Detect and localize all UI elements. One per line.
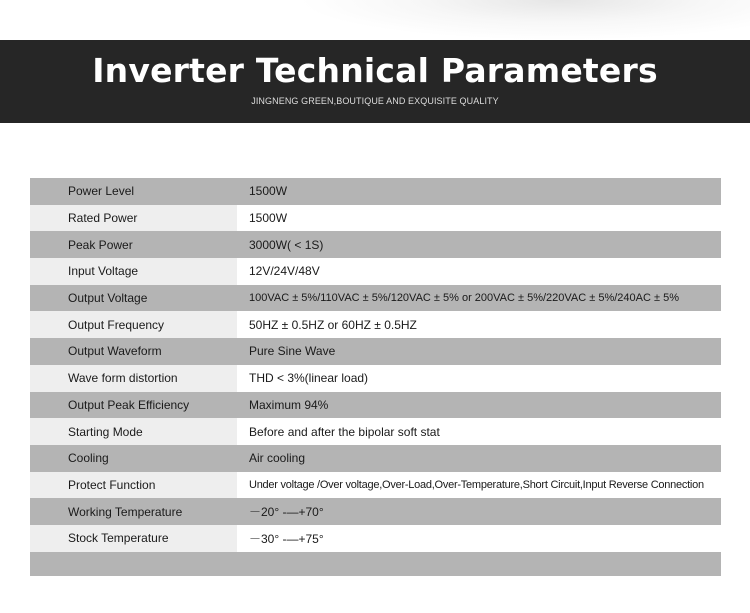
spec-row-wave-form-distortion <box>30 365 721 392</box>
spec-value: THD < 3%(linear load) <box>249 371 369 386</box>
spec-row-stock-temperature <box>30 525 721 552</box>
spec-row-working-temperature <box>30 498 721 525</box>
spec-value: 3000W( < 1S) <box>249 237 324 252</box>
spec-label: Output Peak Efficiency <box>68 397 190 412</box>
spec-value: 1500W <box>249 211 288 226</box>
spec-value: 1500W <box>249 184 288 199</box>
top-background-glow <box>0 0 750 40</box>
spec-value: Air cooling <box>249 451 306 466</box>
spec-row-power-level <box>30 178 721 205</box>
spec-label: Rated Power <box>30 205 237 232</box>
spec-value: Maximum 94% <box>249 397 329 412</box>
spec-label: Working Temperature <box>68 504 183 519</box>
spec-label: Power Level <box>68 184 135 199</box>
spec-table <box>30 178 721 576</box>
spec-value: －20° ‐—+70° <box>249 505 324 520</box>
spec-value: 12V/24V/48V <box>249 264 320 279</box>
spec-label: Wave form distortion <box>30 365 237 392</box>
spec-label: Starting Mode <box>30 418 237 445</box>
spec-row-protect-function <box>30 472 721 499</box>
spec-row-output-peak-efficiency <box>30 392 721 419</box>
spec-label: Cooling <box>68 451 109 466</box>
spec-value: Under voltage /Over voltage,Over-Load,Over-Temperature,Short Circuit,Input Reverse Connection <box>249 478 704 491</box>
spec-value: Before and after the bipolar soft stat <box>249 424 440 439</box>
page-subtitle: JINGNENG GREEN,BOUTIQUE AND EXQUISITE QUALITY <box>251 96 499 106</box>
page-title: Inverter Technical Parameters <box>92 51 658 90</box>
spec-value: －30° ‐—+75° <box>249 531 324 546</box>
spec-row-input-voltage <box>30 258 721 285</box>
spec-label: Peak Power <box>68 237 133 252</box>
spec-row-output-voltage <box>30 285 721 312</box>
spec-row-peak-power <box>30 231 721 258</box>
spec-row-output-frequency <box>30 311 721 338</box>
spec-row-rated-power <box>30 205 721 232</box>
spec-label: Stock Temperature <box>30 525 237 552</box>
spec-label: Protect Function <box>30 472 237 499</box>
spec-value: Pure Sine Wave <box>249 344 336 359</box>
spec-value: 100VAC ± 5%/110VAC ± 5%/120VAC ± 5% or 200VAC ± 5%/220VAC ± 5%/240AC ± 5% <box>249 292 679 305</box>
spec-value: 50HZ ± 0.5HZ or 60HZ ± 0.5HZ <box>249 317 417 332</box>
spec-row-starting-mode <box>30 418 721 445</box>
spec-row-output-waveform <box>30 338 721 365</box>
table-footer-bar <box>30 552 721 576</box>
header-banner <box>0 40 750 123</box>
spec-label: Output Voltage <box>68 291 148 306</box>
spec-label: Input Voltage <box>30 258 237 285</box>
spec-row-cooling <box>30 445 721 472</box>
spec-label: Output Frequency <box>30 311 237 338</box>
spec-label: Output Waveform <box>68 344 162 359</box>
